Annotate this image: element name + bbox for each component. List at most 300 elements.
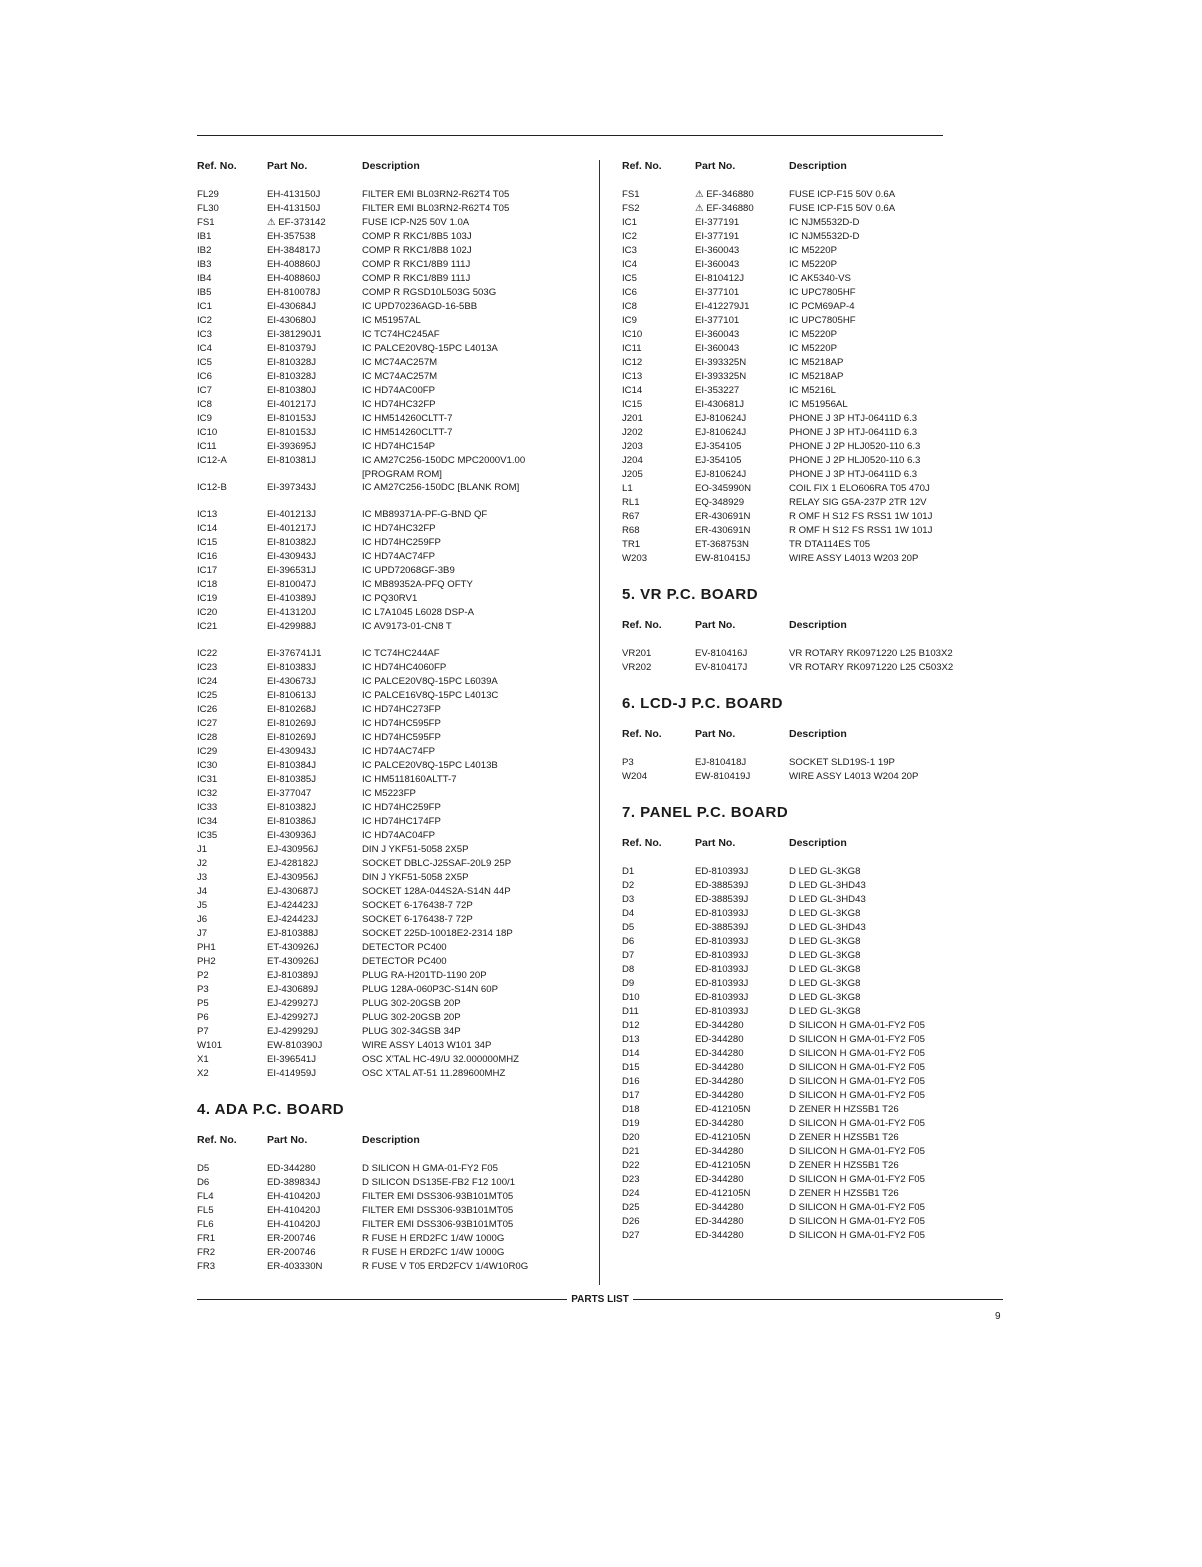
desc-cell: PLUG 302-34GSB 34P: [362, 1026, 461, 1037]
ref-cell: D27: [622, 1230, 640, 1241]
desc-cell: SOCKET 6-176438-7 72P: [362, 900, 473, 911]
table-row: [197, 606, 592, 620]
header-ref: Ref. No.: [197, 160, 237, 172]
desc-cell: VR ROTARY RK0971220 L25 B103X2: [789, 648, 953, 659]
desc-cell: IC AM27C256-150DC MPC2000V1.00 [PROGRAM ROM]: [362, 455, 526, 480]
table-row: [622, 893, 992, 907]
desc-cell: D ZENER H HZS5B1 T26: [789, 1188, 899, 1199]
table-row: [197, 661, 592, 675]
table-row: [622, 496, 992, 510]
part-cell: ED-344280: [695, 1118, 744, 1129]
table-row: [197, 1053, 592, 1067]
desc-cell: D SILICON H GMA-01-FY2 F05: [789, 1216, 925, 1227]
desc-cell: D ZENER H HZS5B1 T26: [789, 1132, 899, 1143]
table-row: [197, 398, 592, 412]
part-cell: EI-810153J: [267, 413, 317, 424]
desc-cell: IC M5218AP: [789, 357, 844, 368]
part-cell: ED-412105N: [695, 1160, 751, 1171]
ref-cell: J7: [197, 928, 208, 939]
table-row: [622, 524, 992, 538]
header-part: Part No.: [267, 160, 308, 172]
header-desc: Description: [789, 728, 847, 740]
desc-cell: PLUG 302-20GSB 20P: [362, 998, 461, 1009]
part-cell: EJ-810624J: [695, 469, 747, 480]
table-row: [197, 871, 592, 885]
table-row: [197, 1246, 592, 1260]
desc-cell: IC HD74AC04FP: [362, 830, 436, 841]
ref-cell: IC13: [622, 371, 643, 382]
table-row: [197, 356, 592, 370]
ref-cell: P5: [197, 998, 209, 1009]
part-cell: EI-430684J: [267, 301, 317, 312]
ref-cell: D22: [622, 1160, 640, 1171]
desc-cell: PHONE J 2P HLJ0520-110 6.3: [789, 441, 921, 452]
ref-cell: FR2: [197, 1247, 216, 1258]
ref-cell: J1: [197, 844, 208, 855]
table-row: [197, 815, 592, 829]
table-row: [197, 689, 592, 703]
ref-cell: IB3: [197, 259, 212, 270]
part-cell: EJ-810624J: [695, 413, 747, 424]
desc-cell: COMP R RKC1/8B8 102J: [362, 245, 472, 256]
table-row: [197, 1190, 592, 1204]
desc-cell: D LED GL-3KG8: [789, 908, 861, 919]
desc-cell: D LED GL-3KG8: [789, 964, 861, 975]
part-cell: EH-410420J: [267, 1191, 321, 1202]
ref-cell: D3: [622, 894, 635, 905]
desc-cell: IC HD74AC74FP: [362, 551, 436, 562]
table-row: [197, 703, 592, 717]
desc-cell: D LED GL-3KG8: [789, 936, 861, 947]
part-cell: EH-410420J: [267, 1205, 321, 1216]
desc-cell: IC HD74HC259FP: [362, 802, 441, 813]
part-cell: ED-388539J: [695, 880, 749, 891]
ref-cell: IC14: [622, 385, 643, 396]
part-cell: ET-368753N: [695, 539, 749, 550]
part-cell: ED-389834J: [267, 1177, 321, 1188]
ref-cell: D7: [622, 950, 635, 961]
part-cell: EI-396531J: [267, 565, 317, 576]
table-row: [622, 272, 992, 286]
ref-cell: IC33: [197, 802, 218, 813]
table-row: [197, 412, 592, 426]
ref-cell: IC18: [197, 579, 218, 590]
ref-cell: R68: [622, 525, 640, 536]
ref-cell: J204: [622, 455, 643, 466]
part-cell: EI-401217J: [267, 523, 317, 534]
table-row: [197, 955, 592, 969]
ref-cell: IC2: [622, 231, 637, 242]
table-row: [622, 370, 992, 384]
table-row: [197, 592, 592, 606]
ref-cell: IC11: [197, 441, 217, 452]
part-cell: ER-200746: [267, 1247, 316, 1258]
ref-cell: D1: [622, 866, 635, 877]
top-rule: [197, 135, 943, 136]
part-cell: EH-810078J: [267, 287, 321, 298]
ref-cell: FL5: [197, 1205, 214, 1216]
table-row: [622, 258, 992, 272]
desc-cell: IC M5220P: [789, 343, 837, 354]
table-row: [197, 536, 592, 550]
table-row: [622, 1229, 992, 1243]
table-row: [622, 1033, 992, 1047]
table-row: [622, 907, 992, 921]
table-row: [197, 1260, 592, 1274]
desc-cell: WIRE ASSY L4013 W204 20P: [789, 771, 919, 782]
desc-cell: IC UPC7805HF: [789, 315, 856, 326]
part-cell: ED-344280: [695, 1034, 744, 1045]
table-row: [622, 188, 992, 202]
desc-cell: D LED GL-3KG8: [789, 950, 861, 961]
ref-cell: P2: [197, 970, 209, 981]
desc-cell: IC M5220P: [789, 329, 837, 340]
lcd-board-title: 6. LCD-J P.C. BOARD: [622, 695, 783, 712]
desc-cell: D SILICON H GMA-01-FY2 F05: [789, 1020, 925, 1031]
desc-cell: D SILICON H GMA-01-FY2 F05: [362, 1163, 498, 1174]
part-cell: EI-430943J: [267, 746, 317, 757]
ref-cell: D2: [622, 880, 635, 891]
table-row: [197, 1025, 592, 1039]
desc-cell: D SILICON H GMA-01-FY2 F05: [789, 1048, 925, 1059]
desc-cell: WIRE ASSY L4013 W203 20P: [789, 553, 919, 564]
part-cell: EI-810380J: [267, 385, 317, 396]
table-row: [622, 1005, 992, 1019]
part-cell: ER-200746: [267, 1233, 316, 1244]
part-cell: EJ-430689J: [267, 984, 319, 995]
ref-cell: IB2: [197, 245, 212, 256]
table-row: [622, 440, 992, 454]
table-row: [197, 1011, 592, 1025]
part-cell: EI-810382J: [267, 802, 317, 813]
ref-cell: FS1: [622, 189, 640, 200]
ref-cell: TR1: [622, 539, 641, 550]
desc-cell: IC M5220P: [789, 245, 837, 256]
desc-cell: COMP R RGSD10L503G 503G: [362, 287, 497, 298]
ref-cell: D18: [622, 1104, 640, 1115]
table-row: [197, 384, 592, 398]
part-cell: EJ-428182J: [267, 858, 319, 869]
part-cell: EI-377047: [267, 788, 312, 799]
ref-cell: FS2: [622, 203, 640, 214]
part-cell: EI-810328J: [267, 357, 317, 368]
ref-cell: IC9: [197, 413, 212, 424]
part-cell: EJ-810624J: [695, 427, 747, 438]
ref-cell: IC8: [622, 301, 637, 312]
ref-cell: IC2: [197, 315, 212, 326]
ref-cell: J4: [197, 886, 208, 897]
table-row: [197, 1176, 592, 1190]
part-cell: EI-393325N: [695, 371, 747, 382]
table-row: [622, 244, 992, 258]
table-row: [197, 620, 592, 648]
desc-cell: WIRE ASSY L4013 W101 34P: [362, 1040, 492, 1051]
part-cell: EH-384817J: [267, 245, 321, 256]
table-row: [622, 202, 992, 216]
desc-cell: IC UPC7805HF: [789, 287, 856, 298]
table-row: [622, 398, 992, 412]
table-row: [197, 857, 592, 871]
table-row: [622, 991, 992, 1005]
ref-cell: R67: [622, 511, 640, 522]
part-cell: EI-393325N: [695, 357, 747, 368]
ref-cell: X2: [197, 1068, 209, 1079]
part-cell: EJ-429927J: [267, 998, 319, 1009]
part-cell: EI-377191: [695, 217, 740, 228]
part-cell: ED-344280: [695, 1048, 744, 1059]
ref-cell: IC8: [197, 399, 212, 410]
desc-cell: IC M5218AP: [789, 371, 844, 382]
desc-cell: OSC X'TAL AT-51 11.289600MHZ: [362, 1068, 506, 1079]
desc-cell: PLUG RA-H201TD-1190 20P: [362, 970, 487, 981]
table-row: [197, 564, 592, 578]
ref-cell: IC24: [197, 676, 218, 687]
table-row: [622, 384, 992, 398]
table-row: [197, 258, 592, 272]
part-cell: EJ-354105: [695, 455, 742, 466]
part-cell: EI-810384J: [267, 760, 317, 771]
ref-cell: FL29: [197, 189, 219, 200]
part-cell: EI-810383J: [267, 662, 317, 673]
desc-cell: FILTER EMI DSS306-93B101MT05: [362, 1205, 514, 1216]
desc-cell: SOCKET 225D-10018E2-2314 18P: [362, 928, 513, 939]
part-cell: EI-360043: [695, 245, 740, 256]
desc-cell: R OMF H S12 FS RSS1 1W 101J: [789, 525, 933, 536]
table-row: [197, 1162, 592, 1176]
table-row: [197, 342, 592, 356]
part-cell: EI-376741J1: [267, 648, 322, 659]
ref-cell: D21: [622, 1146, 640, 1157]
desc-cell: IC M51956AL: [789, 399, 848, 410]
part-cell: ED-412105N: [695, 1188, 751, 1199]
ref-cell: IC30: [197, 760, 218, 771]
part-cell: ED-810393J: [695, 936, 749, 947]
desc-cell: DETECTOR PC400: [362, 942, 447, 953]
table-row: [622, 865, 992, 879]
part-cell: EI-414959J: [267, 1068, 317, 1079]
desc-cell: IC HD74HC273FP: [362, 704, 441, 715]
part-cell: ED-810393J: [695, 908, 749, 919]
desc-cell: DETECTOR PC400: [362, 956, 447, 967]
part-cell: EI-360043: [695, 259, 740, 270]
ref-cell: IC16: [197, 551, 218, 562]
part-cell: EI-810385J: [267, 774, 317, 785]
ref-cell: RL1: [622, 497, 640, 508]
part-cell: EH-410420J: [267, 1219, 321, 1230]
vr-board-list: [622, 647, 992, 675]
panel-board-title: 7. PANEL P.C. BOARD: [622, 804, 789, 821]
table-row: [197, 1204, 592, 1218]
ref-cell: FL4: [197, 1191, 214, 1202]
table-row: [622, 949, 992, 963]
desc-cell: IC PALCE20V8Q-15PC L4013A: [362, 343, 498, 354]
header-desc: Description: [789, 837, 847, 849]
part-cell: ER-403330N: [267, 1261, 323, 1272]
part-cell: ED-344280: [695, 1230, 744, 1241]
desc-cell: SOCKET DBLC-J25SAF-20L9 25P: [362, 858, 512, 869]
table-row: [197, 1039, 592, 1053]
table-row: [622, 342, 992, 356]
ref-cell: IC17: [197, 565, 218, 576]
table-row: [622, 647, 992, 661]
ref-cell: D13: [622, 1034, 640, 1045]
table-row: [197, 230, 592, 244]
part-cell: EI-410389J: [267, 593, 317, 604]
part-cell: EI-810269J: [267, 718, 317, 729]
table-row: [197, 508, 592, 522]
desc-cell: IC HD74HC4060FP: [362, 662, 447, 673]
table-row: [197, 328, 592, 342]
table-row: [622, 230, 992, 244]
desc-cell: IC NJM5532D-D: [789, 217, 860, 228]
desc-cell: IC HD74HC154P: [362, 441, 436, 452]
header-desc: Description: [362, 160, 420, 172]
part-cell: EH-408860J: [267, 259, 321, 270]
ref-cell: P7: [197, 1026, 209, 1037]
desc-cell: R FUSE H ERD2FC 1/4W 1000G: [362, 1233, 505, 1244]
ref-cell: D23: [622, 1174, 640, 1185]
desc-cell: COMP R RKC1/8B9 111J: [362, 273, 471, 284]
ref-cell: W101: [197, 1040, 223, 1051]
desc-cell: IC MB89371A-PF-G-BND QF: [362, 509, 488, 520]
desc-cell: IC L7A1045 L6028 DSP-A: [362, 607, 475, 618]
ref-cell: IC11: [622, 343, 642, 354]
table-row: [197, 370, 592, 384]
desc-cell: FILTER EMI DSS306-93B101MT05: [362, 1219, 514, 1230]
part-cell: ED-344280: [267, 1163, 316, 1174]
part-cell: ⚠ EF-373142: [267, 217, 326, 228]
part-cell: EI-810153J: [267, 427, 317, 438]
part-cell: ED-344280: [695, 1062, 744, 1073]
header-ref: Ref. No.: [622, 728, 662, 740]
footer-rule-left: [197, 1299, 567, 1300]
table-row: [622, 300, 992, 314]
table-row: [197, 773, 592, 787]
desc-cell: IC PALCE20V8Q-15PC L4013B: [362, 760, 498, 771]
part-cell: EJ-429929J: [267, 1026, 319, 1037]
desc-cell: PHONE J 3P HTJ-06411D 6.3: [789, 427, 918, 438]
part-cell: EI-396541J: [267, 1054, 317, 1065]
table-row: [197, 745, 592, 759]
table-row: [622, 454, 992, 468]
desc-cell: RELAY SIG G5A-237P 2TR 12V: [789, 497, 927, 508]
column-divider: [599, 160, 600, 1285]
table-row: [622, 356, 992, 370]
desc-cell: COMP R RKC1/8B5 103J: [362, 231, 472, 242]
ref-cell: IC25: [197, 690, 218, 701]
part-cell: EH-408860J: [267, 273, 321, 284]
ref-cell: IC5: [197, 357, 212, 368]
table-row: [622, 216, 992, 230]
part-cell: EJ-810389J: [267, 970, 319, 981]
part-cell: ED-344280: [695, 1202, 744, 1213]
desc-cell: D SILICON H GMA-01-FY2 F05: [789, 1174, 925, 1185]
ref-cell: FS1: [197, 217, 215, 228]
ref-cell: J202: [622, 427, 643, 438]
header-ref: Ref. No.: [622, 837, 662, 849]
desc-cell: R FUSE V T05 ERD2FCV 1/4W10R0G: [362, 1261, 529, 1272]
ref-cell: J5: [197, 900, 208, 911]
part-cell: ER-430691N: [695, 511, 751, 522]
ref-cell: IC4: [622, 259, 637, 270]
ref-cell: W203: [622, 553, 648, 564]
table-row: [622, 963, 992, 977]
table-row: [622, 770, 992, 784]
desc-cell: SOCKET SLD19S-1 19P: [789, 757, 895, 768]
desc-cell: D ZENER H HZS5B1 T26: [789, 1104, 899, 1115]
part-cell: EJ-810388J: [267, 928, 319, 939]
part-cell: EI-810379J: [267, 343, 317, 354]
table-row: [197, 440, 592, 454]
table-row: [622, 1145, 992, 1159]
desc-cell: PHONE J 2P HLJ0520-110 6.3: [789, 455, 921, 466]
desc-cell: D LED GL-3HD43: [789, 880, 866, 891]
table-row: [622, 935, 992, 949]
desc-cell: IC HD74HC595FP: [362, 732, 441, 743]
part-cell: EI-413120J: [267, 607, 317, 618]
table-row: [197, 244, 592, 258]
desc-cell: IC PALCE20V8Q-15PC L6039A: [362, 676, 498, 687]
ref-cell: IC31: [197, 774, 218, 785]
ref-cell: IC6: [622, 287, 637, 298]
ref-cell: D15: [622, 1062, 640, 1073]
desc-cell: D SILICON H GMA-01-FY2 F05: [789, 1202, 925, 1213]
table-header: [197, 158, 592, 180]
table-row: [622, 661, 992, 675]
table-row: [197, 454, 592, 482]
part-cell: EI-353227: [695, 385, 740, 396]
desc-cell: IC UPD72068GF-3B9: [362, 565, 455, 576]
ref-cell: IC29: [197, 746, 218, 757]
ref-cell: D6: [622, 936, 635, 947]
desc-cell: IC HD74HC32FP: [362, 523, 436, 534]
part-cell: EI-393695J: [267, 441, 317, 452]
ref-cell: IC21: [197, 621, 218, 632]
footer: [197, 1291, 1003, 1307]
part-cell: EI-810268J: [267, 704, 317, 715]
part-cell: EI-430936J: [267, 830, 317, 841]
table-row: [197, 675, 592, 689]
desc-cell: IC AV9173-01-CN8 T: [362, 621, 452, 632]
part-cell: EI-360043: [695, 343, 740, 354]
desc-cell: D LED GL-3KG8: [789, 978, 861, 989]
header-desc: Description: [789, 619, 847, 631]
table-row: [622, 328, 992, 342]
header-desc: Description: [789, 160, 847, 172]
ref-cell: IC4: [197, 343, 212, 354]
ref-cell: D10: [622, 992, 640, 1003]
table-row: [622, 538, 992, 552]
part-cell: EI-810613J: [267, 690, 317, 701]
ref-cell: J6: [197, 914, 208, 925]
desc-cell: IC HD74AC00FP: [362, 385, 436, 396]
desc-cell: IC AK5340-VS: [789, 273, 851, 284]
part-cell: ED-810393J: [695, 950, 749, 961]
part-cell: EO-345990N: [695, 483, 751, 494]
ref-cell: IB4: [197, 273, 212, 284]
ref-cell: IC5: [622, 273, 637, 284]
ref-cell: IC3: [622, 245, 637, 256]
part-cell: EI-377101: [695, 287, 740, 298]
desc-cell: IC UPD70236AGD-16-5BB: [362, 301, 478, 312]
ref-cell: D12: [622, 1020, 640, 1031]
part-cell: EQ-348929: [695, 497, 745, 508]
ref-cell: IC10: [197, 427, 218, 438]
part-cell: EJ-424423J: [267, 914, 319, 925]
part-cell: ED-344280: [695, 1076, 744, 1087]
table-row: [622, 552, 992, 566]
desc-cell: IC HD74HC259FP: [362, 537, 441, 548]
